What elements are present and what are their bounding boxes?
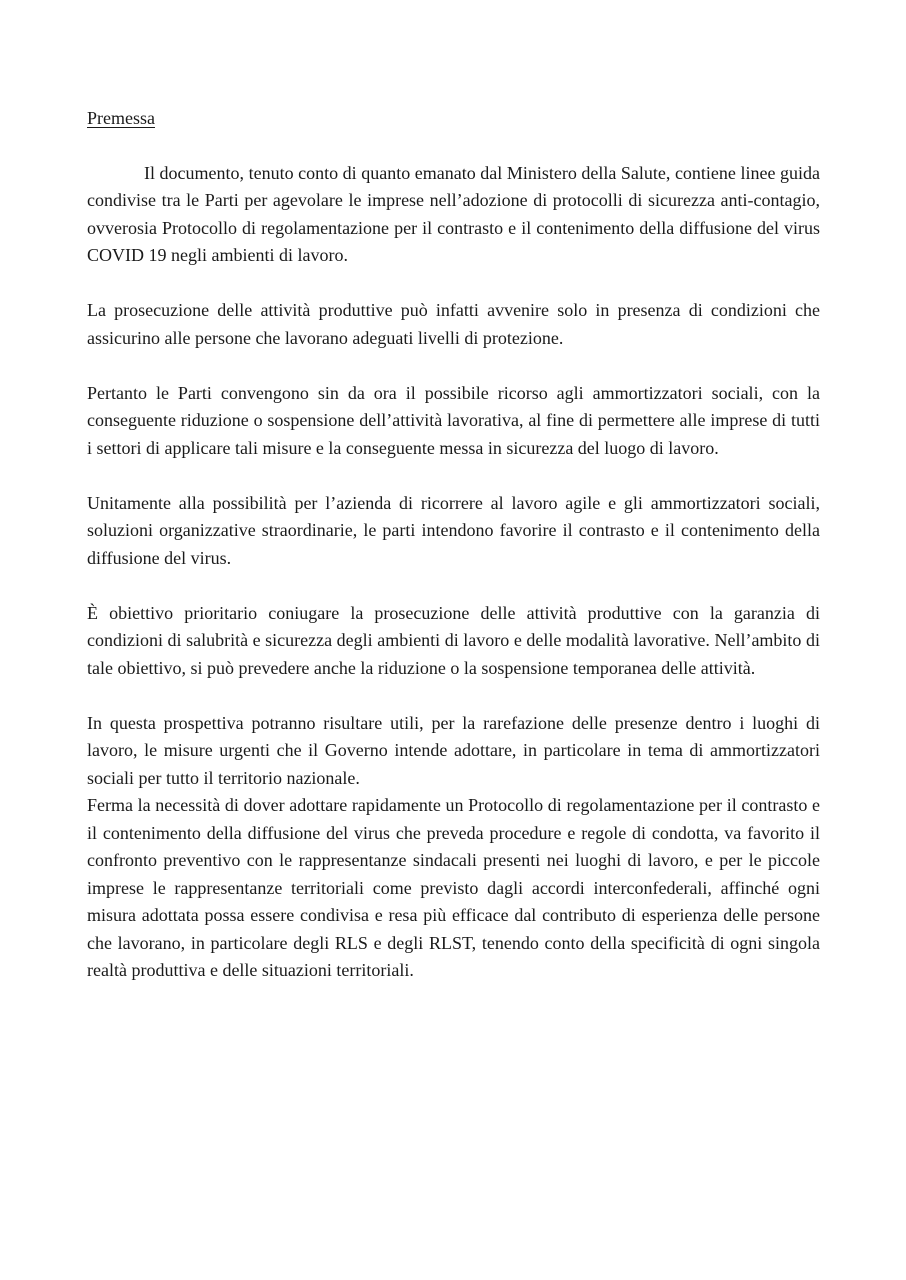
paragraph-prosecuzione: La prosecuzione delle attività produttive può infatti avvenire solo in presenza di condizioni che assicurino alle persone che lavorano adeguati livelli di protezione.: [87, 300, 820, 348]
document-page: [87, 105, 820, 1012]
paragraph-protocollo: Ferma la necessità di dover adottare rapidamente un Protocollo di regolamentazione per il contrasto e il contenimento della diffusione del virus che preveda procedure e regole di condotta, va favorito il confronto preventivo con le rappresentanze sindacali presenti nei luoghi di lavoro, e per le piccole imprese le rappresentanze territoriali come previsto dagli accordi interconfederali, affinché ogni misura adottata possa essere condivisa e resa più efficace dal contributo di esperienza delle persone che lavorano, in particolare degli RLS e degli RLST, tenendo conto della specificità di ogni singola realtà produttiva e delle situazioni territoriali.: [87, 795, 820, 980]
section-heading: Premessa: [87, 108, 155, 128]
paragraph-intro: Il documento, tenuto conto di quanto emanato dal Ministero della Salute, contiene linee guida condivise tra le Parti per agevolare le imprese nell’adozione di protocolli di sicurezza anti-contagio, ovverosia Protocollo di regolamentazione per il contrasto e il contenimento della diffusione del virus COVID 19 negli ambienti di lavoro.: [87, 162, 820, 265]
paragraph-lavoro-agile: Unitamente alla possibilità per l’azienda di ricorrere al lavoro agile e gli ammortizzatori sociali, soluzioni organizzative straordinarie, le parti intendono favorire il contrasto e il contenimento della diffusione del virus.: [87, 492, 820, 568]
paragraph-ammortizzatori: Pertanto le Parti convengono sin da ora il possibile ricorso agli ammortizzatori sociali, con la conseguente riduzione o sospensione dell’attività lavorativa, al fine di permettere alle imprese di tutti i settori di applicare tali misure e la conseguente messa in sicurezza del luogo di lavoro.: [87, 382, 820, 458]
paragraph-prospettiva: In questa prospettiva potranno risultare utili, per la rarefazione delle presenze dentro i luoghi di lavoro, le misure urgenti che il Governo intende adottare, in particolare in tema di ammortizzatori sociali per tutto il territorio nazionale.: [87, 712, 820, 788]
paragraph-obiettivo: È obiettivo prioritario coniugare la prosecuzione delle attività produttive con la garanzia di condizioni di salubrità e sicurezza degli ambienti di lavoro e delle modalità lavorative. Nell’ambito di tale obiettivo, si può prevedere anche la riduzione o la sospensione temporanea delle attività.: [87, 602, 820, 678]
